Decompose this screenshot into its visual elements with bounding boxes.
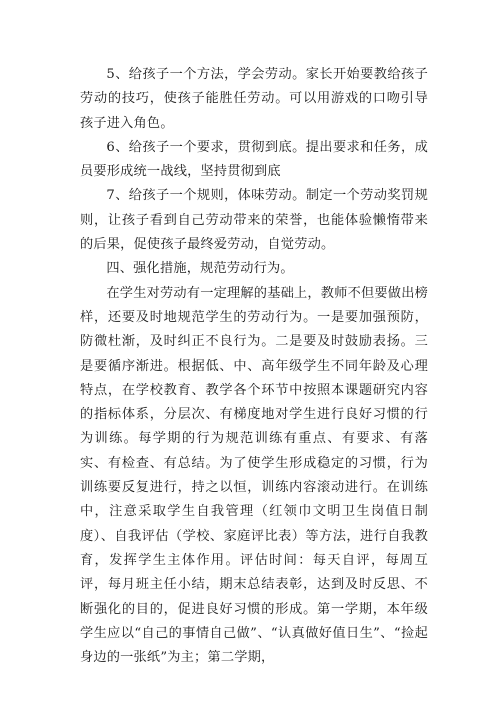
paragraph-body: 在学生对劳动有一定理解的基础上，教师不但要做出榜样，还要及时地规范学生的劳动行为。一是要加强预防，防微杜渐，及时纠正不良行为。二是要及时鼓励表扬。三是要循序渐进。根据低、中、高年级学生不同年龄及心理特点，在学校教育、教学各个环节中按照本课题研究内容的指标体系，分层次、有梯度地对学生进行良好习惯的行为训练。每学期的行为规范训练有重点、有要求、有落实、有检查、有总结。为了使学生形成稳定的习惯，行为训练要反复进行，持之以恒，训练内容滚动进行。在训练中，注意采取学生自我管理（红领巾文明卫生岗值日制度）、自我评估（学校、家庭评比表）等方法，进行自我教育，发挥学生主体作用。评估时间：每天自评，每周互评，每月班主任小结，期末总结表彰，达到及时反思、不断强化的目的，促进良好习惯的形成。第一学期，本年级学生应以“自己的事情自己做”、“认真做好值日生”、“捡起身边的一张纸”为主；第二学期， [80,285,428,666]
paragraph-item-5: 5、给孩子一个方法，学会劳动。家长开始要教给孩子劳动的技巧，使孩子能胜任劳动。可以用游戏的口吻引导孩子进入角色。 [80,67,428,131]
paragraph-item-7: 7、给孩子一个规则，体味劳动。制定一个劳动奖罚规则，让孩子看到自己劳动带来的荣誉，也能体验懒惰带来的后果，促使孩子最终爱劳动，自觉劳动。 [80,188,428,253]
section-heading-four: 四、强化措施，规范劳动行为。 [106,261,294,277]
document-body [80,63,428,670]
paragraph-item-6: 6、给孩子一个要求，贯彻到底。提出要求和任务，成员要形成统一战线，坚持贯彻到底 [80,139,428,180]
